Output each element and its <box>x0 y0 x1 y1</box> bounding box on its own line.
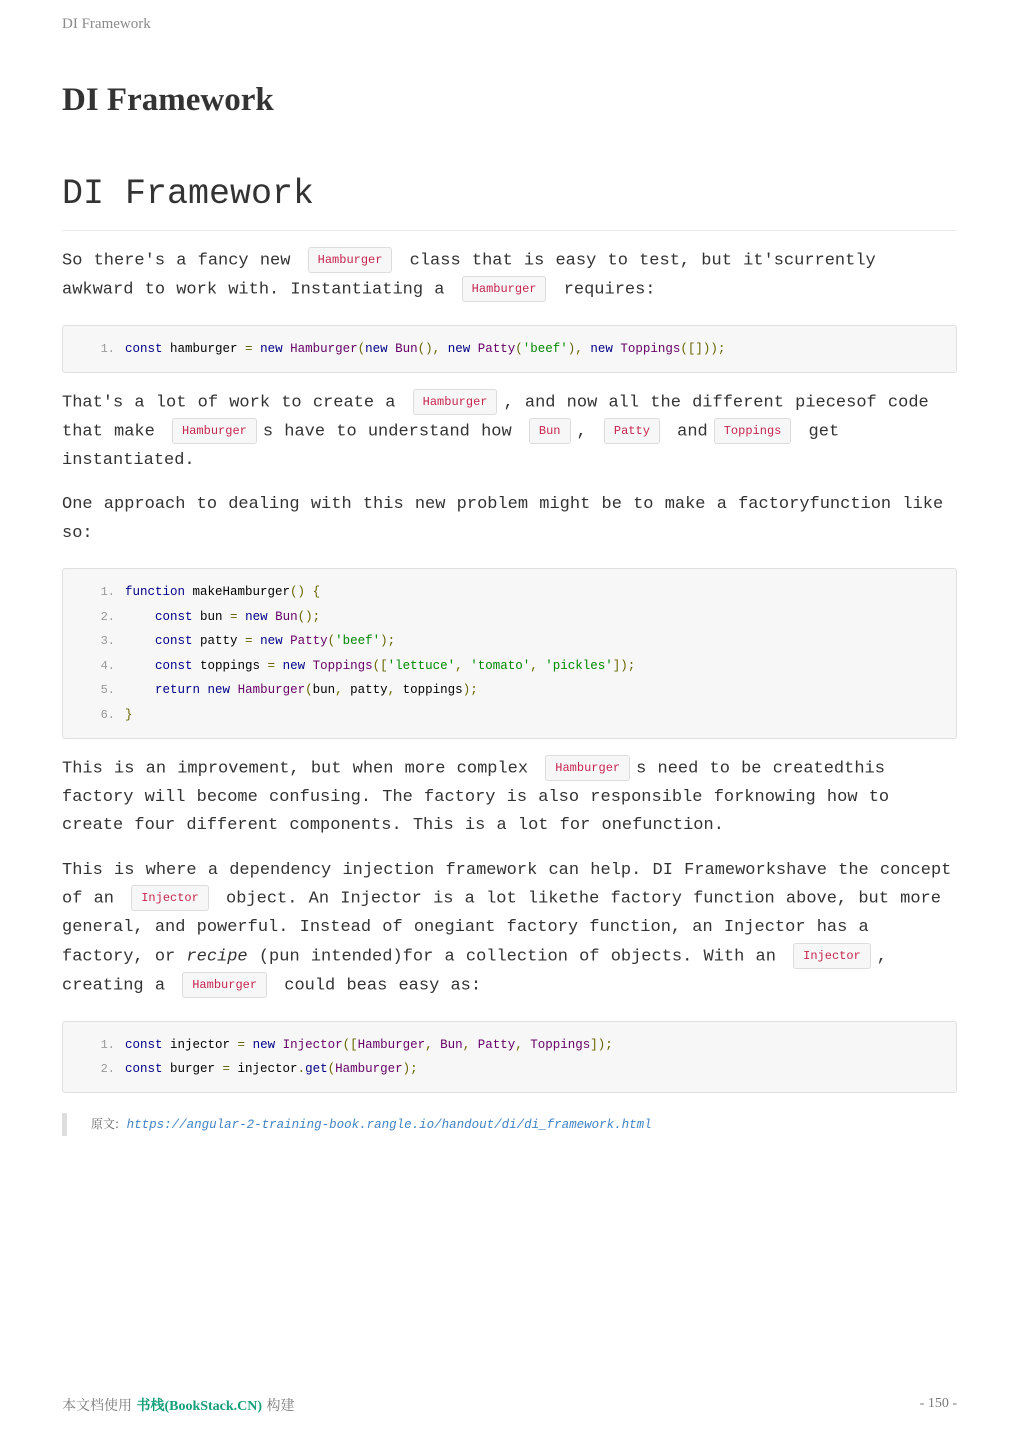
text: object. An Injector is a lot likethe factory function above, but more general, and powerful. Instead of onegiant factory function, an Injector has a factory, or <box>62 889 941 967</box>
text: So there's a fancy new <box>62 251 291 271</box>
code-block <box>62 568 957 739</box>
inline-code: Hamburger <box>308 247 393 273</box>
inline-code: Injector <box>131 885 209 911</box>
code-text: const burger = injector.get(Hamburger); <box>125 1062 418 1077</box>
text: requires: <box>563 280 656 300</box>
text: and <box>677 422 708 442</box>
code-text: const hamburger = new Hamburger(new Bun(), new Patty('beef'), new Toppings([])); <box>125 341 726 356</box>
footer-suffix: 构建 <box>266 1398 295 1414</box>
inline-code: Injector <box>793 943 871 969</box>
source-label: 原文: <box>91 1116 120 1131</box>
inline-code: Bun <box>529 418 571 444</box>
inline-code: Hamburger <box>182 972 267 998</box>
inline-code: Hamburger <box>413 389 498 415</box>
paragraph-4 <box>62 755 957 841</box>
code-text: return new Hamburger(bun, patty, toppings); <box>155 683 478 698</box>
chapter-title: DI Framework <box>62 82 274 118</box>
page-number: - 150 - <box>919 1396 957 1411</box>
text: , <box>576 422 587 442</box>
line-number: 1. <box>100 1037 115 1052</box>
inline-code: Hamburger <box>172 418 257 444</box>
section-title: DI Framework <box>62 172 957 231</box>
inline-code: Toppings <box>714 418 792 444</box>
line-number: 1. <box>100 585 115 600</box>
text: That's a lot of work to create a <box>62 393 396 413</box>
code-line <box>63 1057 956 1082</box>
code-line <box>63 629 956 654</box>
paragraph-1 <box>62 247 957 305</box>
code-text: const patty = new Patty('beef'); <box>155 634 396 649</box>
inline-code: Hamburger <box>462 276 547 302</box>
footer-credit <box>62 1395 295 1415</box>
text: (pun intended)for a collection of objects. With an <box>258 947 776 967</box>
code-text: const toppings = new Toppings(['lettuce', 'tomato', 'pickles']); <box>155 658 636 673</box>
text: class that is easy to test, but it'scurrently awkward to work with. Instantiating a <box>62 251 876 300</box>
footer-prefix: 本文档使用 <box>62 1398 132 1414</box>
inline-code: Hamburger <box>545 755 630 781</box>
text: This is an improvement, but when more complex <box>62 759 529 779</box>
line-number: 4. <box>100 658 115 673</box>
text: , creating a <box>62 947 887 996</box>
line-number: 2. <box>100 609 115 624</box>
code-line <box>63 654 956 679</box>
text: s have to understand how <box>262 422 512 442</box>
code-text: function makeHamburger() { <box>125 585 321 600</box>
running-header: DI Framework <box>62 16 151 32</box>
code-line <box>63 337 956 362</box>
code-line <box>63 678 956 703</box>
line-number: 2. <box>100 1062 115 1077</box>
line-number: 5. <box>100 683 115 698</box>
text: could beas easy as: <box>284 976 482 996</box>
code-text: const injector = new Injector([Hamburger, Bun, Patty, Toppings]); <box>125 1037 613 1052</box>
text: s need to be createdthis factory will become confusing. The factory is also responsible forknowing how to create four different components. This is a lot for onefunction. <box>62 759 890 836</box>
line-number: 1. <box>100 341 115 356</box>
code-line <box>63 1033 956 1058</box>
text: This is where a dependency injection framework can help. DI Frameworkshave the concept of an <box>62 860 952 909</box>
text: , and now all the different piecesof code that make <box>62 393 929 442</box>
line-number: 3. <box>100 634 115 649</box>
page-content <box>62 80 957 1136</box>
code-block <box>62 1021 957 1093</box>
paragraph-5 <box>62 857 957 1001</box>
code-text: } <box>125 708 133 722</box>
source-link[interactable]: https://angular-2-training-book.rangle.io/handout/di/di_framework.html <box>126 1117 652 1132</box>
code-line <box>63 580 956 605</box>
emphasis: recipe <box>186 947 248 967</box>
code-block <box>62 325 957 373</box>
text: get instantiated. <box>62 422 840 470</box>
code-line <box>63 605 956 630</box>
paragraph-3: One approach to dealing with this new problem might be to make a factoryfunction like so: <box>62 495 944 543</box>
code-line <box>63 703 956 728</box>
source-quote <box>62 1113 957 1136</box>
inline-code: Patty <box>604 418 660 444</box>
paragraph-2 <box>62 389 957 475</box>
line-number: 6. <box>100 708 115 722</box>
code-text: const bun = new Bun(); <box>155 609 321 624</box>
footer-brand-link[interactable]: 书栈(BookStack.CN) <box>136 1399 263 1414</box>
